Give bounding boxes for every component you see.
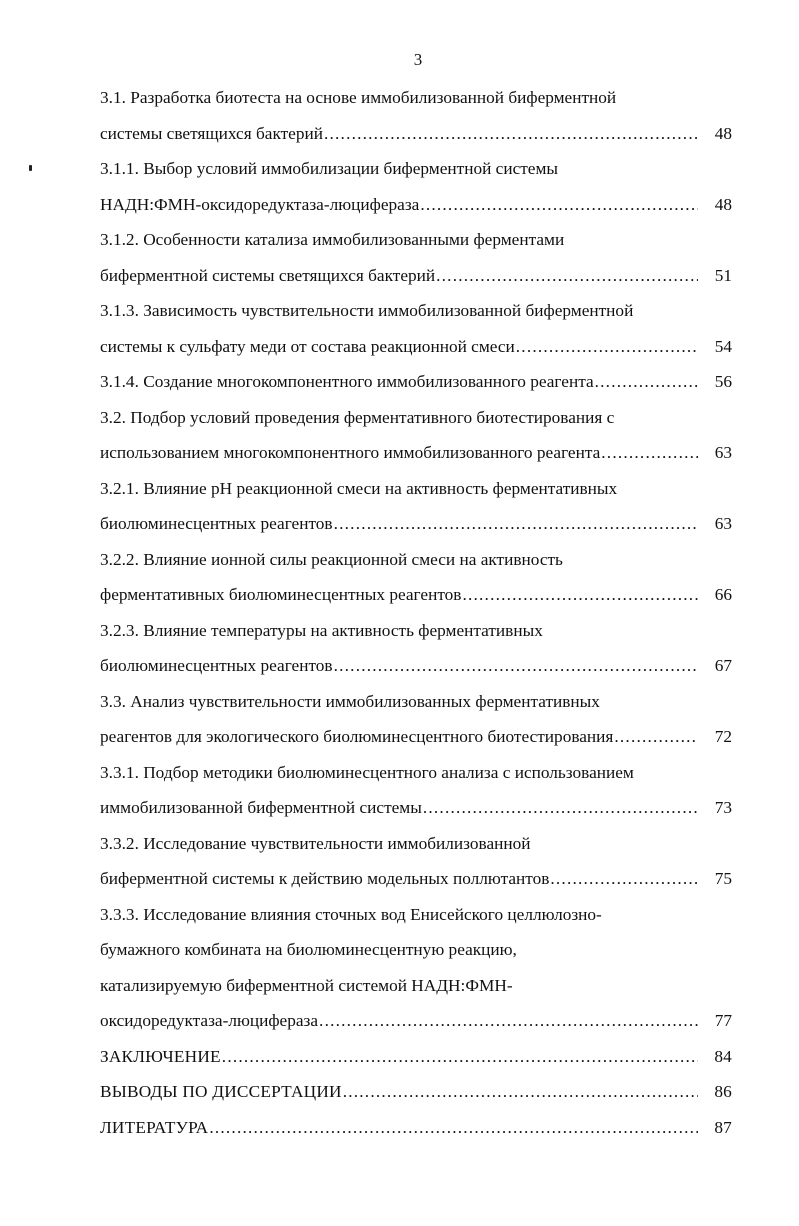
toc-line: [100, 861, 732, 897]
toc-entry-text: 3.3.2. Исследование чувствительности иммобилизованной: [100, 833, 531, 853]
dot-leader: [420, 187, 698, 223]
toc-line: [100, 506, 732, 542]
toc-entry-text: 3.2. Подбор условий проведения ферментативного биотестирования с: [100, 407, 615, 427]
dot-leader: [334, 506, 698, 542]
dot-leader: [334, 648, 698, 684]
dot-leader: [343, 1074, 698, 1110]
toc-entry-text: ЛИТЕРАТУРА: [100, 1117, 209, 1137]
toc-entry-text: 3.2.1. Влияние рН реакционной смеси на активность ферментативных: [100, 478, 618, 498]
toc-entry-text: биолюминесцентных реагентов: [100, 656, 333, 675]
toc-entry-text: биферментной системы светящихся бактерий: [100, 265, 436, 285]
toc-page-number: 54: [714, 336, 732, 356]
toc-page-number: 73: [714, 798, 732, 817]
toc-line: [100, 648, 732, 684]
dot-leader: [423, 790, 698, 826]
toc-entry-text: системы светящихся бактерий: [100, 123, 323, 143]
toc-line: [100, 258, 732, 294]
toc-entry-text: использованием многокомпонентного иммобилизованного реагента: [100, 443, 601, 462]
toc-line: [100, 542, 732, 578]
toc-entry-text: 3.2.3. Влияние температуры на активность ферментативных: [100, 620, 543, 640]
dot-leader: [222, 1039, 698, 1075]
toc-entry-text: биолюминесцентных реагентов: [100, 514, 333, 533]
scan-mark: [29, 165, 32, 171]
toc-entry-text: бумажного комбината на биолюминесцентную реакцию,: [100, 940, 517, 959]
toc-line: [100, 790, 732, 826]
toc-line: [100, 1110, 732, 1146]
toc-entry-text: ферментативных биолюминесцентных реагентов: [100, 585, 462, 604]
toc-entry-text: 3.1.2. Особенности катализа иммобилизованными ферментами: [100, 230, 565, 249]
toc-page-number: 56: [714, 372, 732, 391]
toc-page-number: 77: [714, 1011, 732, 1030]
toc-line: [100, 151, 732, 187]
toc-line: [100, 222, 732, 258]
toc-entry-text: 3.1.3. Зависимость чувствительности иммобилизованной биферментной: [100, 301, 634, 320]
toc-line: [100, 293, 732, 329]
toc-entry-text: 3.3.1. Подбор методики биолюминесцентного анализа с использованием: [100, 762, 634, 782]
page-number: 3: [413, 50, 423, 69]
toc-entry-text: катализируемую биферментной системой НАДН:ФМН-: [100, 975, 513, 995]
toc-entry-text: 3.2.2. Влияние ионной силы реакционной смеси на активность: [100, 549, 563, 569]
toc-entry-text: 3.1.1. Выбор условий иммобилизации биферментной системы: [100, 159, 559, 178]
dot-leader: [550, 861, 698, 897]
toc-page-number: 48: [714, 194, 732, 214]
dot-leader: [601, 435, 698, 471]
toc-page-number: 72: [714, 727, 732, 746]
toc-entry-text: ЗАКЛЮЧЕНИЕ: [100, 1046, 221, 1066]
toc-page-number: 63: [714, 443, 732, 462]
toc-page-number: 51: [714, 265, 732, 285]
toc-line: [100, 826, 732, 862]
toc-page-number: 86: [714, 1082, 732, 1101]
toc-line: [100, 116, 732, 152]
toc-line: [100, 435, 732, 471]
toc-line: [100, 1074, 732, 1110]
toc-line: [100, 755, 732, 791]
toc-page-number: 84: [714, 1046, 732, 1066]
toc-line: [100, 613, 732, 649]
dot-leader: [516, 329, 698, 365]
toc-entry-text: 3.1.4. Создание многокомпонентного иммобилизованного реагента: [100, 372, 594, 391]
toc-line: [100, 897, 732, 933]
toc-entry-text: ВЫВОДЫ ПО ДИССЕРТАЦИИ: [100, 1082, 342, 1101]
toc-line: [100, 187, 732, 223]
toc-entry-text: биферментной системы к действию модельных поллютантов: [100, 869, 550, 888]
toc-entry-text: НАДН:ФМН-оксидоредуктаза-люцифераза: [100, 194, 420, 214]
toc-line: [100, 1003, 732, 1039]
toc-entry-text: системы к сульфату меди от состава реакционной смеси: [100, 336, 515, 356]
toc-entry-text: 3.3.3. Исследование влияния сточных вод Енисейского целлюлозно-: [100, 904, 602, 924]
toc-entry-text: иммобилизованной биферментной системы: [100, 798, 422, 817]
toc-line: [100, 577, 732, 613]
toc-entry-text: 3.3. Анализ чувствительности иммобилизованных ферментативных: [100, 691, 600, 711]
toc-line: [100, 1039, 732, 1075]
toc-page-number: 66: [714, 585, 732, 604]
toc-page-number: 75: [714, 869, 732, 888]
toc-page-number: 87: [714, 1117, 732, 1137]
toc-line: [100, 968, 732, 1004]
toc-line: [100, 932, 732, 968]
dot-leader: [614, 719, 698, 755]
dot-leader: [209, 1110, 698, 1146]
dot-leader: [319, 1003, 698, 1039]
dot-leader: [436, 258, 698, 294]
toc-entry-text: 3.1. Разработка биотеста на основе иммобилизованной биферментной: [100, 88, 617, 107]
toc-line: [100, 719, 732, 755]
table-of-contents: [100, 80, 732, 1145]
toc-line: [100, 329, 732, 365]
toc-entry-text: оксидоредуктаза-люцифераза: [100, 1011, 319, 1030]
toc-line: [100, 471, 732, 507]
dot-leader: [324, 116, 698, 152]
dot-leader: [595, 364, 698, 400]
toc-entry-text: реагентов для экологического биолюминесцентного биотестирования: [100, 727, 614, 746]
dot-leader: [462, 577, 698, 613]
toc-line: [100, 364, 732, 400]
toc-page-number: 63: [714, 514, 732, 533]
toc-page-number: 67: [714, 656, 732, 675]
toc-line: [100, 80, 732, 116]
toc-line: [100, 400, 732, 436]
toc-page-number: 48: [714, 123, 732, 143]
toc-line: [100, 684, 732, 720]
